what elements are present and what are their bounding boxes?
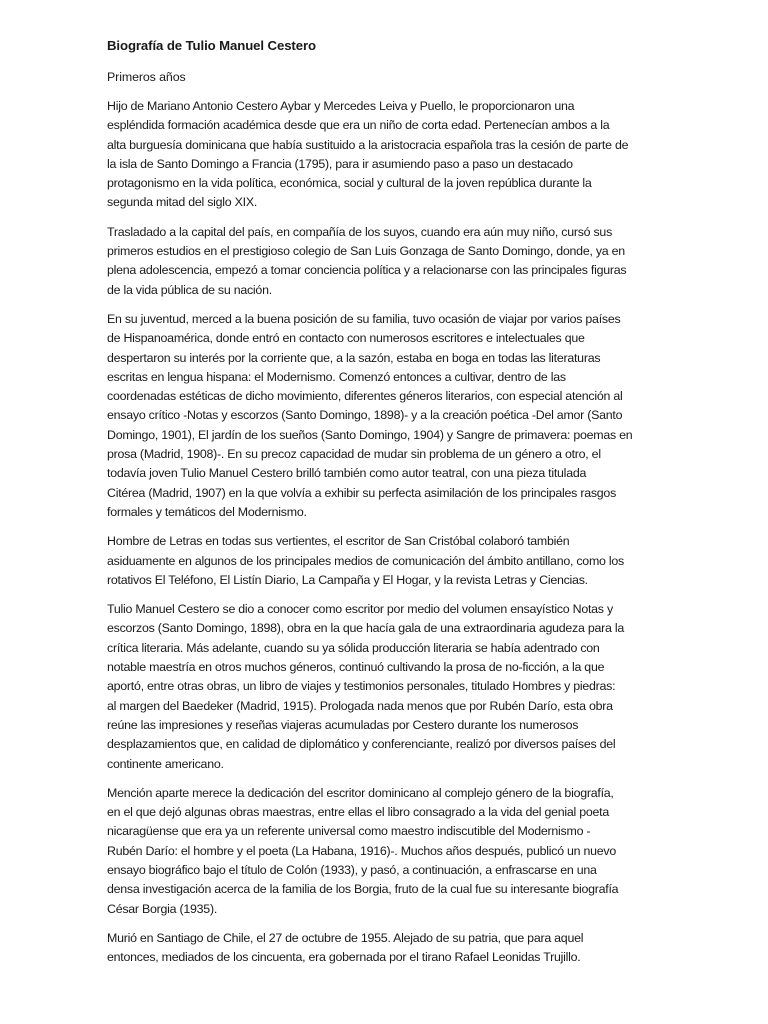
paragraph-line: Citérea (Madrid, 1907) en la que volvía a exhibir su perfecta asimilación de los principales rasgos (107, 485, 617, 500)
paragraph-line: notable maestría en otros muchos géneros, continuó cultivando la prosa de no-ficción, a la que (107, 660, 605, 675)
paragraph-line: Domingo, 1901), El jardín de los sueños (Santo Domingo, 1904) y Sangre de primavera: poemas en (107, 427, 633, 442)
paragraph-7 (107, 929, 665, 968)
paragraph-6 (107, 784, 665, 919)
paragraph-line: nicaragüense que era ya un referente universal como maestro indiscutible del Modernismo - (107, 824, 591, 839)
paragraph-line: Rubén Darío: el hombre y el poeta (La Habana, 1916)-. Muchos años después, publicó un nuevo (107, 843, 617, 858)
paragraph-line: la isla de Santo Domingo a Francia (1795), para ir asumiendo paso a paso un destacado (107, 156, 573, 171)
paragraph-line: de la vida pública de su nación. (107, 282, 272, 297)
paragraph-line: crítica literaria. Más adelante, cuando su ya sólida producción literaria se había adentrado con (107, 640, 600, 655)
paragraph-line: César Borgia (1935). (107, 901, 218, 916)
paragraph-line: todavía joven Tulio Manuel Cestero brilló también como autor teatral, con una pieza titulada (107, 466, 587, 481)
paragraph-line: densa investigación acerca de la familia de los Borgia, fruto de la cual fue su interesante biografía (107, 882, 619, 897)
paragraph-line: entonces, mediados de los cincuenta, era gobernada por el tirano Rafael Leonidas Trujillo. (107, 950, 581, 965)
paragraph-4 (107, 532, 665, 590)
paragraph-line: Tulio Manuel Cestero se dio a conocer como escritor por medio del volumen ensayístico Notas y (107, 602, 613, 617)
paragraph-line: asiduamente en algunos de los principales medios de comunicación del ámbito antillano, como los (107, 553, 624, 568)
paragraph-line: de Hispanoamérica, donde entró en contacto con numerosos escritores e intelectuales que (107, 331, 585, 346)
paragraph-1 (107, 97, 665, 213)
paragraph-5 (107, 600, 665, 774)
paragraph-line: alta burguesía dominicana que había sustituido a la aristocracia española tras la cesión de parte de (107, 137, 629, 152)
paragraph-line: aportó, entre otras obras, un libro de viajes y testimonios personales, titulado Hombres y piedras: (107, 679, 616, 694)
paragraph-line: formales y temáticos del Modernismo. (107, 504, 307, 519)
paragraph-3 (107, 310, 665, 522)
paragraph-line: segunda mitad del siglo XIX. (107, 195, 258, 210)
paragraph-line: Mención aparte merece la dedicación del escritor dominicano al complejo género de la biografía, (107, 785, 614, 800)
paragraph-line: plena adolescencia, empezó a tomar conciencia política y a relacionarse con las principales figuras (107, 263, 627, 278)
paragraph-line: escritas en lengua hispana: el Modernismo. Comenzó entonces a cultivar, dentro de las (107, 369, 566, 384)
paragraph-line: Trasladado a la capital del país, en compañía de los suyos, cuando era aún muy niño, cursó sus (107, 224, 613, 239)
paragraph-line: despertaron su interés por la corriente que, a la sazón, estaba en boga en todas las literaturas (107, 350, 601, 365)
paragraph-line: ensayo crítico -Notas y escorzos (Santo Domingo, 1898)- y a la creación poética -Del amor (Santo (107, 408, 623, 423)
paragraph-2 (107, 223, 665, 300)
paragraph-line: al margen del Baedeker (Madrid, 1915). Prologada nada menos que por Rubén Darío, esta obra (107, 698, 613, 713)
paragraph-line: espléndida formación académica desde que era un niño de corta edad. Pertenecían ambos a la (107, 118, 610, 133)
document-title: Biografía de Tulio Manuel Cestero (107, 38, 316, 53)
paragraph-line: protagonismo en la vida política, económica, social y cultural de la joven república durante la (107, 176, 592, 191)
paragraph-line: continente americano. (107, 756, 224, 771)
paragraph-line: Hijo de Mariano Antonio Cestero Aybar y Mercedes Leiva y Puello, le proporcionaron una (107, 99, 575, 113)
paragraph-line: Murió en Santiago de Chile, el 27 de octubre de 1955. Alejado de su patria, que para aquel (107, 930, 584, 945)
section-heading: Primeros años (107, 70, 186, 84)
paragraph-line: coordenadas estéticas de dicho movimiento, diferentes géneros literarios, con especial atención al (107, 389, 623, 404)
paragraph-line: Hombre de Letras en todas sus vertientes, el escritor de San Cristóbal colaboró también (107, 534, 570, 549)
paragraph-line: primeros estudios en el prestigioso colegio de San Luis Gonzaga de Santo Domingo, donde, ya en (107, 244, 625, 259)
paragraph-line: rotativos El Teléfono, El Listín Diario, La Campaña y El Hogar, y la revista Letras y Ciencias. (107, 572, 588, 587)
document-page (107, 37, 665, 977)
paragraph-line: En su juventud, merced a la buena posición de su familia, tuvo ocasión de viajar por varios países (107, 311, 621, 326)
paragraph-line: prosa (Madrid, 1908)-. En su precoz capacidad de mudar sin problema de un género a otro, el (107, 447, 601, 462)
paragraph-line: ensayo biográfico bajo el título de Colón (1933), y pasó, a continuación, a enfrascarse en una (107, 862, 597, 877)
paragraph-line: reúne las impresiones y reseñas viajeras acumuladas por Cestero durante los numerosos (107, 717, 579, 732)
paragraph-line: en el que dejó algunas obras maestras, entre ellas el libro consagrado a la vida del genial poeta (107, 805, 610, 820)
document-body (107, 97, 665, 967)
paragraph-line: escorzos (Santo Domingo, 1898), obra en la que hacía gala de una extraordinaria agudeza para la (107, 621, 624, 636)
paragraph-line: desplazamientos que, en calidad de diplomático y conferenciante, realizó por diversos países del (107, 737, 616, 752)
